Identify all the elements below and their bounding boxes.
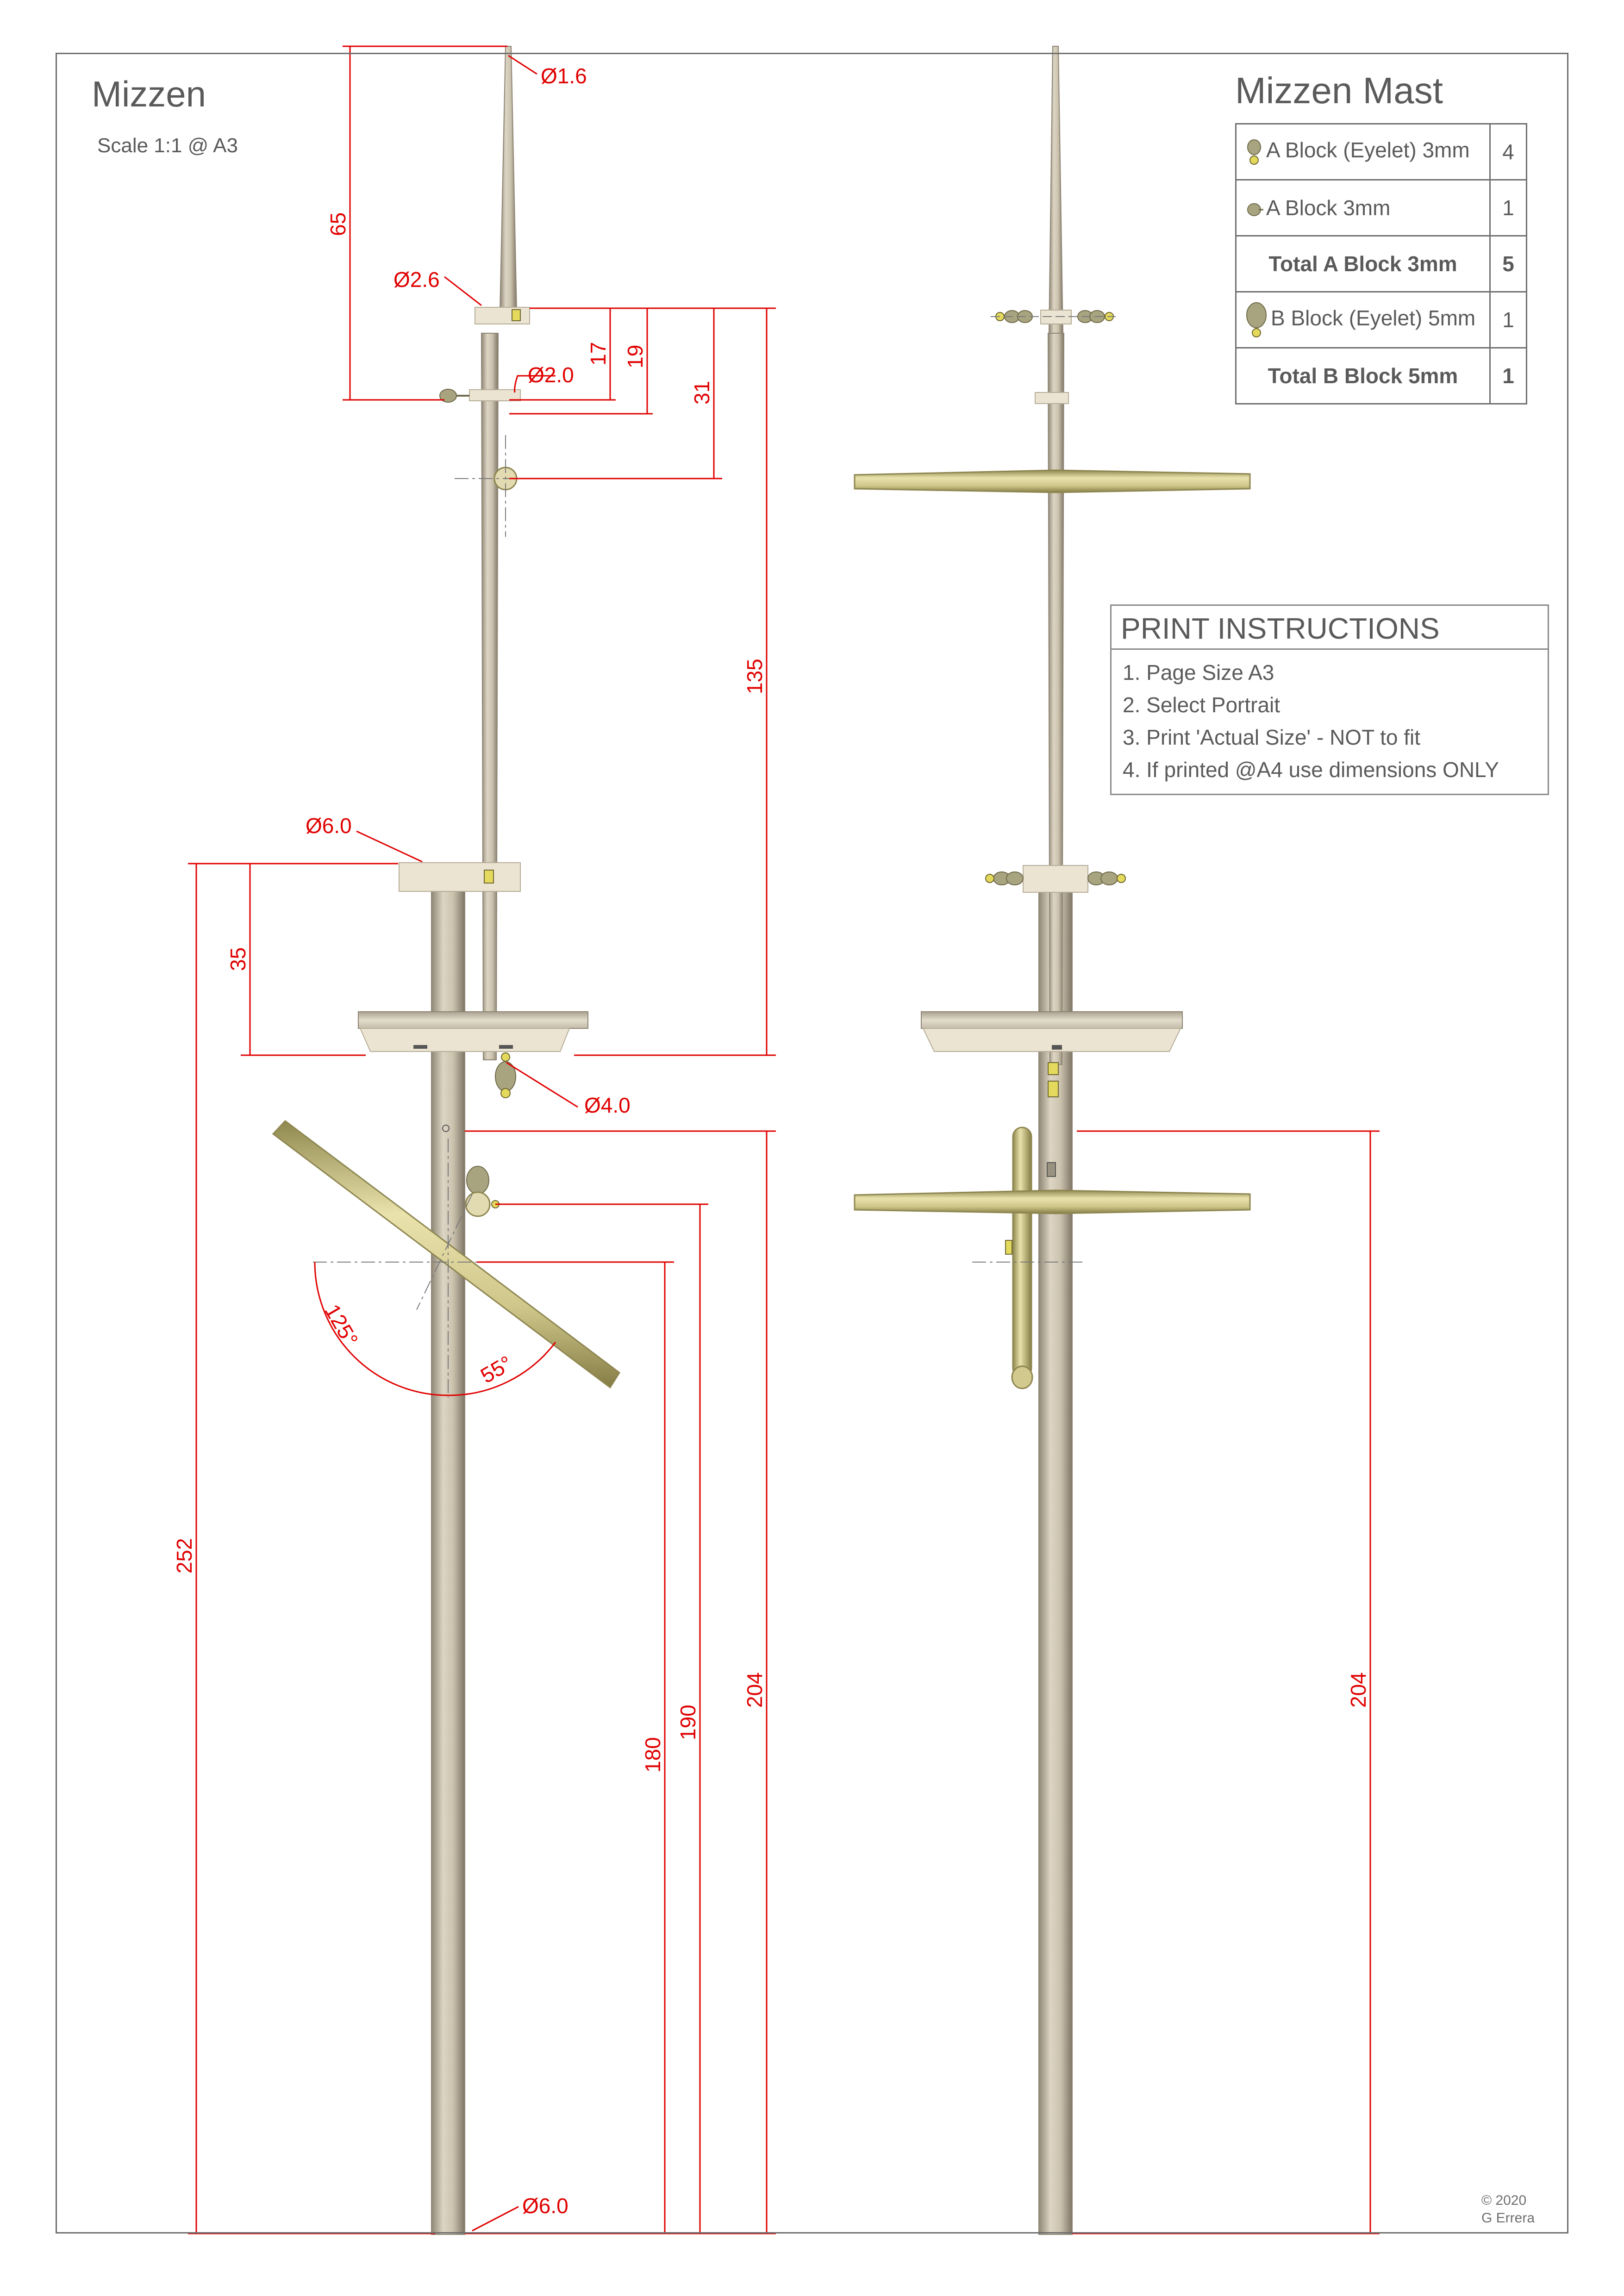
- print-instructions: [1110, 604, 1549, 795]
- bom-item-name: A Block (Eyelet) 3mm: [1266, 138, 1470, 162]
- bom-item-qty: 5: [1490, 236, 1527, 292]
- bom-item-qty: 1: [1490, 180, 1527, 236]
- sheet-title: Mizzen: [92, 74, 206, 114]
- dim-length-204-side: 204: [1346, 1672, 1370, 1708]
- sheet-scale: Scale 1:1 @ A3: [97, 134, 238, 157]
- copyright-author: G Errera: [1481, 2210, 1535, 2226]
- dim-cap-diameter: Ø2.6: [394, 268, 440, 292]
- bom-table: [1235, 123, 1527, 404]
- dim-length-35: 35: [226, 947, 250, 971]
- print-instruction-item: 1. Page Size A3: [1123, 660, 1274, 684]
- bom-total-row: [1236, 348, 1527, 404]
- dim-angle-125: 125°: [320, 1300, 363, 1350]
- bom-row: [1236, 124, 1527, 180]
- bom-item-name: B Block (Eyelet) 5mm: [1271, 306, 1476, 330]
- dim-block-diameter: Ø4.0: [584, 1093, 631, 1117]
- print-instructions-title: PRINT INSTRUCTIONS: [1112, 606, 1548, 650]
- dim-length-252: 252: [172, 1538, 196, 1574]
- dim-length-31: 31: [690, 380, 714, 404]
- dim-length-65: 65: [326, 212, 350, 236]
- dim-angle-55: 55°: [476, 1350, 517, 1388]
- dim-length-204: 204: [743, 1672, 767, 1708]
- bom-row: [1236, 292, 1527, 348]
- print-instruction-item: 4. If printed @A4 use dimensions ONLY: [1123, 758, 1499, 782]
- bom-title: Mizzen Mast: [1235, 70, 1443, 111]
- bom-row: [1236, 180, 1527, 236]
- bom-item-name: A Block 3mm: [1266, 196, 1391, 220]
- dim-length-190: 190: [676, 1705, 700, 1740]
- bom-total-row: [1236, 236, 1527, 292]
- print-instruction-item: 2. Select Portrait: [1123, 693, 1280, 717]
- bom-item-qty: 1: [1490, 348, 1527, 404]
- a-block-icon: [1245, 200, 1263, 219]
- b-block-eyelet-icon: [1245, 301, 1268, 338]
- dim-length-19: 19: [623, 344, 647, 368]
- dim-length-180: 180: [641, 1737, 665, 1773]
- bom-item-qty: 4: [1490, 124, 1527, 180]
- a-block-eyelet-icon: [1245, 137, 1263, 167]
- dim-lower-cap-diameter: Ø6.0: [306, 814, 352, 838]
- bom-item-name: Total A Block 3mm: [1236, 236, 1490, 292]
- dim-base-diameter: Ø6.0: [522, 2194, 568, 2218]
- dim-upper-diameter: Ø2.0: [528, 363, 574, 387]
- copyright: [1481, 2192, 1535, 2227]
- dim-top-diameter: Ø1.6: [541, 64, 587, 88]
- copyright-year: © 2020: [1481, 2193, 1527, 2208]
- dim-length-135: 135: [743, 659, 767, 694]
- bom-item-qty: 1: [1490, 292, 1527, 348]
- dim-length-17: 17: [586, 342, 610, 366]
- bom-item-name: Total B Block 5mm: [1236, 348, 1490, 404]
- print-instruction-item: 3. Print 'Actual Size' - NOT to fit: [1123, 725, 1421, 749]
